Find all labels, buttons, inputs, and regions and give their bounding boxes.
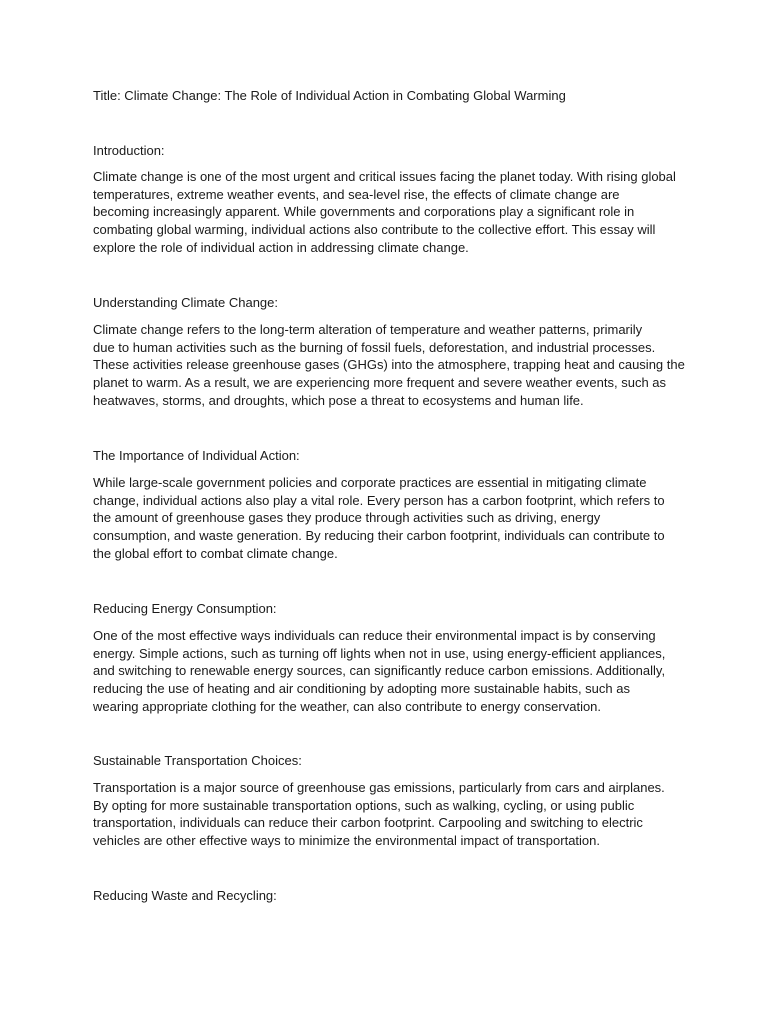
paragraph-line: energy. Simple actions, such as turning off lights when not in use, using energy-efficient appliances,: [93, 645, 666, 661]
paragraph-line: Transportation is a major source of greenhouse gas emissions, particularly from cars and airplanes.: [93, 780, 665, 795]
paragraph-line: the global effort to combat climate change.: [93, 545, 338, 561]
document-title: Title: Climate Change: The Role of Individual Action in Combating Global Warming: [93, 88, 566, 103]
paragraph-line: transportation, individuals can reduce their carbon footprint. Carpooling and switching to electric: [93, 815, 643, 831]
section-heading-individual-action: The Importance of Individual Action:: [93, 448, 300, 463]
paragraph-line: Climate change refers to the long-term alteration of temperature and weather patterns, primarily: [93, 322, 643, 337]
paragraph-line: reducing the use of heating and air conditioning by adopting more sustainable habits, such as: [93, 681, 630, 697]
paragraph-line: Climate change is one of the most urgent and critical issues facing the planet today. With rising global: [93, 169, 676, 184]
paragraph-line: becoming increasingly apparent. While governments and corporations play a significant role in: [93, 204, 635, 220]
paragraph-line: planet to warm. As a result, we are experiencing more frequent and severe weather events, such as: [93, 375, 667, 391]
paragraph-line: One of the most effective ways individuals can reduce their environmental impact is by conserving: [93, 628, 656, 643]
paragraph-line: By opting for more sustainable transportation options, such as walking, cycling, or using public: [93, 797, 635, 813]
paragraph-line: While large-scale government policies and corporate practices are essential in mitigating climate: [93, 475, 647, 490]
section-paragraph-individual-action: [93, 474, 693, 563]
section-paragraph-understanding: [93, 321, 693, 410]
paragraph-line: change, individual actions also play a vital role. Every person has a carbon footprint, which refers to: [93, 492, 665, 508]
paragraph-line: temperatures, extreme weather events, and sea-level rise, the effects of climate change are: [93, 186, 620, 202]
paragraph-line: the amount of greenhouse gases they produce through activities such as driving, energy: [93, 510, 601, 526]
section-paragraph-transportation: [93, 779, 693, 850]
section-heading-transportation: Sustainable Transportation Choices:: [93, 753, 302, 768]
paragraph-line: and switching to renewable energy sources, can significantly reduce carbon emissions. Additionally,: [93, 663, 666, 679]
paragraph-line: due to human activities such as the burning of fossil fuels, deforestation, and industrial processes.: [93, 339, 656, 355]
section-heading-energy: Reducing Energy Consumption:: [93, 601, 277, 616]
paragraph-line: wearing appropriate clothing for the weather, can also contribute to energy conservation.: [93, 698, 602, 714]
paragraph-line: combating global warming, individual actions also contribute to the collective effort. This essay will: [93, 222, 656, 238]
paragraph-line: vehicles are other effective ways to minimize the environmental impact of transportation.: [93, 833, 600, 849]
paragraph-line: These activities release greenhouse gases (GHGs) into the atmosphere, trapping heat and causing the: [93, 357, 685, 373]
section-paragraph-introduction: [93, 168, 693, 257]
section-heading-waste: Reducing Waste and Recycling:: [93, 888, 277, 903]
section-heading-introduction: Introduction:: [93, 143, 165, 158]
paragraph-line: consumption, and waste generation. By reducing their carbon footprint, individuals can contribute to: [93, 528, 665, 544]
section-paragraph-energy: [93, 627, 693, 716]
paragraph-line: heatwaves, storms, and droughts, which pose a threat to ecosystems and human life.: [93, 392, 584, 408]
paragraph-line: explore the role of individual action in addressing climate change.: [93, 239, 469, 255]
section-heading-understanding: Understanding Climate Change:: [93, 295, 278, 310]
